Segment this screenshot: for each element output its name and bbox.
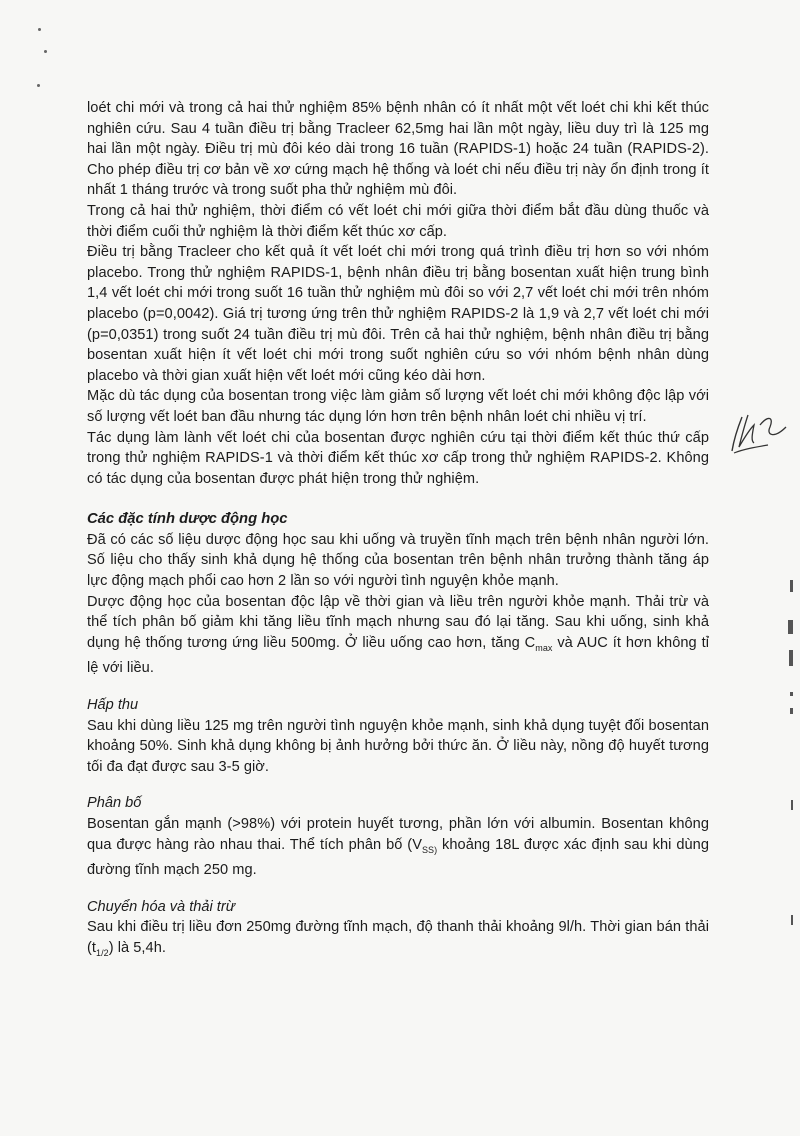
paragraph-primary-endpoint: Trong cả hai thử nghiệm, thời điểm có vết loét chi mới giữa thời điểm bắt đầu dùng thuốc và thời điểm cuối thử nghiệm là thời điểm kết thúc xơ cấp.	[87, 202, 709, 240]
section-heading-pharmacokinetics: Các đặc tính dược động học	[87, 511, 288, 528]
scan-edge-mark	[790, 580, 793, 592]
scan-speck	[37, 84, 40, 87]
paragraph-ulcer-results: Điều trị bằng Tracleer cho kết quả ít vết loét chi mới trong quá trình điều trị hơn so với nhóm placebo. Trong thử nghiệm RAPIDS-1, bệnh nhân điều trị bằng bosentan xuất hiện trung bình 1,4 vết loét chi mới trong suốt 16 tuần thử nghiệm mù đôi so với 2,7 vết loét chi mới trên nhóm placebo (p=0,0042). Giá trị tương ứng trên thử nghiệm RAPIDS-2 là 1,9 và 2,7 vết loét chi mới (p=0,0351) trong suốt 24 tuần điều trị mù đôi. Trên cả hai thử nghiệm, bệnh nhân điều trị bằng bosentan xuất hiện ít vết loét chi mới trong suốt nghiên cứu so với nhóm bệnh nhân dùng placebo và thời gian xuất hiện vết loét mới cũng kéo dài hơn.	[87, 244, 709, 384]
paragraph-ulcer-healing: Tác dụng làm lành vết loét chi của bosentan được nghiên cứu tại thời điểm kết thúc thứ cấp trong thử nghiệm RAPIDS-1 và thời điểm kết thúc xơ cấp trong thử nghiệm RAPIDS-2. Không có tác dụng của bosentan được phát hiện trong thử nghiệm.	[87, 429, 709, 487]
scan-speck	[44, 50, 47, 53]
scan-edge-mark	[791, 800, 793, 810]
subheading-metabolism: Chuyển hóa và thải trừ	[87, 898, 235, 915]
subheading-distribution: Phân bố	[87, 795, 142, 812]
paragraph-absorption: Sau khi dùng liều 125 mg trên người tình nguyện khỏe mạnh, sinh khả dụng tuyệt đối bosentan khoảng 50%. Sinh khả dụng không bị ảnh hưởng bởi thức ăn. Ở liều này, nồng độ huyết tương tối đa đạt được sau 3-5 giờ.	[87, 717, 709, 775]
paragraph-metabolism: Sau khi điều trị liều đơn 250mg đường tĩnh mạch, độ thanh thải khoảng 9l/h. Thời gian bán thải $(t_{1/2})$ là 5,4h.	[87, 919, 709, 958]
paragraph-distribution: Bosentan gắn mạnh (>98%) với protein huyết tương, phần lớn với albumin. Bosentan không qua được hàng rào nhau thai. Thể tích phân bố ($V_{SS)}$ khoảng 18L được xác định sau khi dùng đường tĩnh mạch 250 mg.	[87, 815, 709, 878]
scan-edge-mark	[790, 708, 793, 714]
scan-edge-mark	[791, 915, 793, 925]
paragraph-ulcer-study-design: loét chi mới và trong cả hai thử nghiệm 85% bệnh nhân có ít nhất một vết loét chi khi kết thúc nghiên cứu. Sau 4 tuần điều trị bằng Tracleer 62,5mg hai lần một ngày, liều duy trì là 125 mg hai lần một ngày. Điều trị mù đôi kéo dài trong 16 tuần (RAPIDS-1) hoặc 24 tuần (RAPIDS-2). Cho phép điều trị cơ bản về xơ cứng mạch hệ thống và loét chi nếu điều trị này ổn định trong ít nhất 1 tháng trước và trong suốt pha thử nghiệm mù đôi.	[87, 100, 709, 199]
paragraph-pk-linearity: Dược động học của bosentan độc lập về thời gian và liều trên người khỏe mạnh. Thải trừ và thể tích phân bố giảm khi tăng liều tĩnh mạch nhưng sau đó lại tăng. Sau khi uống, sinh khả dụng hệ thống tương ứng liều 500mg. Ở liều uống cao hơn, tăng $C_{max}$ và AUC ít hơn không tỉ lệ với liều.	[87, 593, 709, 677]
paragraph-ulcer-effect: Mặc dù tác dụng của bosentan trong việc làm giảm số lượng vết loét chi mới không độc lập với số lượng vết loét ban đầu nhưng tác dụng lớn hơn trên bệnh nhân loét chi nhiều vị trí.	[87, 388, 709, 425]
scan-edge-mark	[788, 620, 793, 634]
document-page	[87, 98, 709, 963]
handwritten-signature	[724, 395, 794, 475]
scan-edge-mark	[790, 692, 793, 696]
paragraph-pk-data: Đã có các số liệu dược động học sau khi uống và truyền tĩnh mạch trên bệnh nhân người lớn. Số liệu cho thấy sinh khả dụng hệ thống của bosentan trên bệnh nhân trưởng thành tăng áp lực động mạch phổi cao hơn 2 lần so với người tình nguyện khỏe mạnh.	[87, 531, 709, 590]
scan-speck	[38, 28, 41, 31]
scan-edge-mark	[789, 650, 793, 666]
subheading-absorption: Hấp thu	[87, 696, 139, 713]
